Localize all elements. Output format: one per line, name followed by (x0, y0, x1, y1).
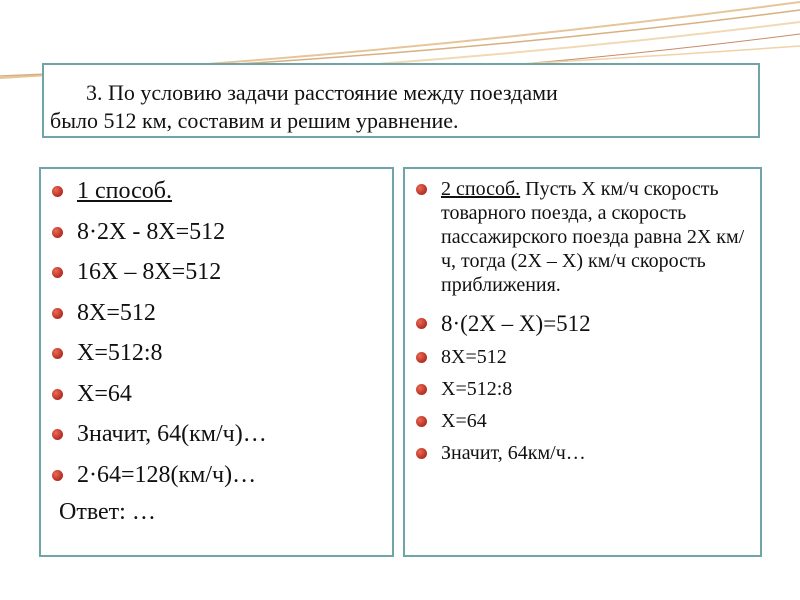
bullet-icon (416, 352, 427, 363)
title-line-1: 3. По условию задачи расстояние между поездами (86, 80, 558, 105)
conclusion-line: 2·64=128(км/ч)… (77, 461, 257, 488)
equation-line: 8X=512 (441, 346, 507, 368)
bullet-icon (416, 318, 427, 329)
equation-line: X=512:8 (441, 378, 513, 400)
list-item (49, 299, 384, 327)
equation-line: 16X – 8X=512 (77, 259, 222, 285)
list-item (49, 218, 384, 246)
bullet-icon (52, 227, 63, 238)
method-1-heading: 1 способ. (77, 178, 172, 204)
bullet-icon (416, 384, 427, 395)
list-item (49, 339, 384, 367)
list-item (49, 380, 384, 408)
list-item (49, 420, 384, 448)
list-item (49, 258, 384, 286)
method-2-description: Пусть X км/ч скорость товарного поезда, а скорость пассажирского поезда равна 2X км/ч, тогда (2X – X) км/ч скорость приближения. (441, 178, 745, 296)
list-item (413, 409, 752, 433)
method-1-list (49, 177, 384, 489)
equation-line: X=64 (77, 380, 132, 407)
bullet-icon (52, 267, 63, 278)
bullet-icon (52, 429, 63, 440)
bullet-icon (52, 186, 63, 197)
conclusion-line: Значит, 64(км/ч)… (77, 421, 267, 447)
method-2-heading: 2 способ. (441, 178, 521, 200)
equation-line: X=64 (441, 410, 487, 432)
conclusion-line: Значит, 64км/ч… (441, 442, 586, 464)
bullet-icon (52, 389, 63, 400)
bullet-icon (416, 448, 427, 459)
method-1-panel (39, 167, 394, 557)
list-item (413, 177, 752, 297)
equation-line: 8·2X - 8X=512 (77, 218, 226, 245)
title-box (42, 63, 760, 138)
list-item (413, 441, 752, 465)
bullet-icon (416, 416, 427, 427)
bullet-icon (52, 348, 63, 359)
answer-line: Ответ: … (59, 499, 156, 525)
equation-line: 8·(2X – X)=512 (441, 311, 591, 336)
method-2-panel (403, 167, 762, 557)
equation-line: X=512:8 (77, 340, 163, 366)
list-item (413, 311, 752, 337)
list-item (49, 177, 384, 205)
bullet-icon (52, 308, 63, 319)
list-item (413, 377, 752, 401)
title-line-2: было 512 км, составим и решим уравнение. (50, 108, 459, 133)
list-item (413, 345, 752, 369)
bullet-icon (52, 470, 63, 481)
list-item (49, 461, 384, 489)
equation-line: 8X=512 (77, 299, 156, 326)
method-2-list (413, 177, 752, 465)
bullet-icon (416, 184, 427, 195)
